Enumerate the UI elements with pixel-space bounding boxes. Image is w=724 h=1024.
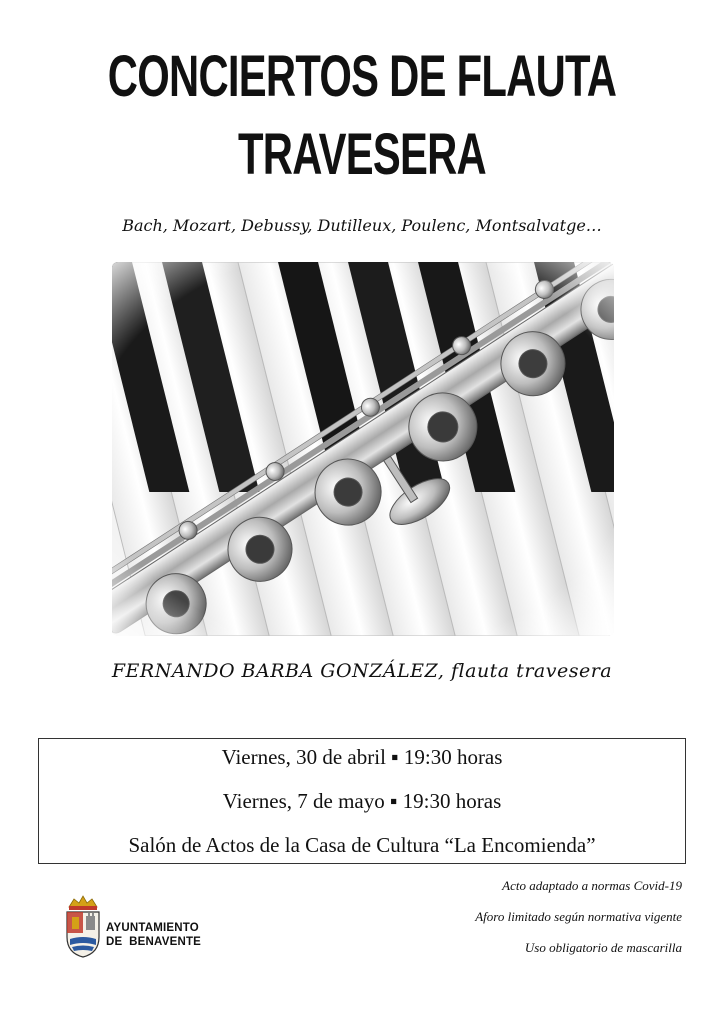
note-mask-required: Uso obligatorio de mascarilla — [524, 940, 682, 955]
poster-title-line-2: TRAVESERA — [238, 122, 486, 187]
concert-date-2: Viernes, 7 de mayo ▪ 19:30 horas — [222, 789, 502, 813]
concert-date-1: Viernes, 30 de abril ▪ 19:30 horas — [221, 745, 503, 769]
logo-text-line-2: DE BENAVENTE — [106, 936, 202, 948]
composers-list: Bach, Mozart, Debussy, Dutilleux, Poulenc, Montsalvatge… — [122, 216, 602, 235]
logo-text-line-1: AYUNTAMIENTO — [106, 922, 199, 934]
venue: Salón de Actos de la Casa de Cultura “La Encomienda” — [128, 833, 596, 857]
flute-on-piano-keys-image — [112, 262, 614, 636]
covid-notes — [475, 878, 682, 971]
performer-credit: FERNANDO BARBA GONZÁLEZ, flauta travesera — [111, 660, 613, 682]
poster-title-line-1: CONCIERTOS DE FLAUTA — [107, 44, 617, 109]
note-limited-capacity: Aforo limitado según normativa vigente — [475, 909, 682, 924]
event-details-box — [38, 738, 686, 864]
ayuntamiento-logo — [64, 893, 224, 959]
benavente-coat-of-arms-icon — [64, 893, 102, 959]
note-covid-norms: Acto adaptado a normas Covid-19 — [502, 878, 682, 893]
